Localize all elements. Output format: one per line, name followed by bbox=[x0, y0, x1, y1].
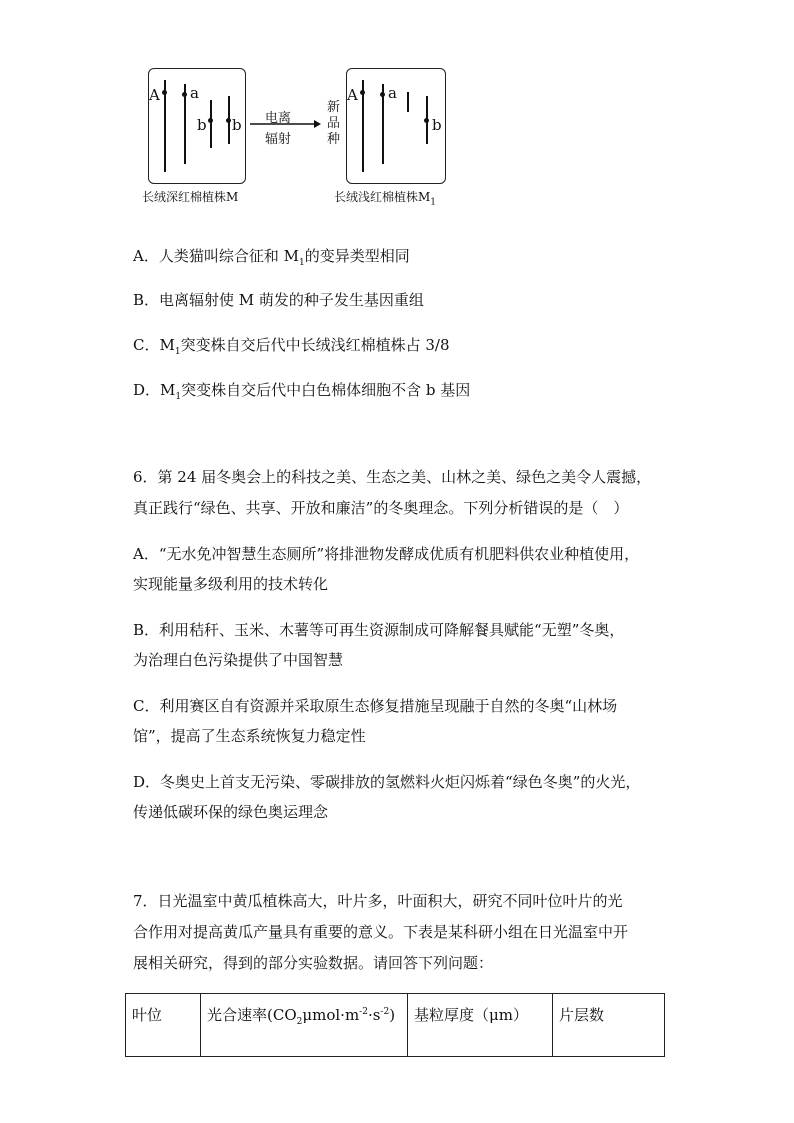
locus-dot bbox=[424, 118, 429, 123]
q7-stem-line-1: 7．日光温室中黄瓜植株高大，叶片多，叶面积大，研究不同叶位叶片的光 bbox=[133, 892, 623, 910]
q5-option-a: A．人类猫叫综合征和 $M_1$的变异类型相同 bbox=[133, 247, 410, 268]
right-caption: 长绒浅红棉植株$M_1$ bbox=[334, 190, 437, 208]
allele-label-b-left-1: b bbox=[197, 116, 207, 134]
chromosome-right-3-fragment bbox=[407, 92, 409, 112]
q5-option-c: C．$M_1$突变株自交后代中长绒浅红棉植株占 3/8 bbox=[133, 336, 450, 357]
locus-dot bbox=[380, 92, 385, 97]
table-header-leaf-position: 叶位 bbox=[126, 994, 201, 1057]
q6-stem-line-2: 真正践行“绿色、共享、开放和廉洁”的冬奥理念。下列分析错误的是（ ） bbox=[133, 499, 629, 517]
q6-option-d-line-2: 传递低碳环保的绿色奥运理念 bbox=[133, 803, 329, 821]
table-header-lamella-count: 片层数 bbox=[553, 994, 665, 1057]
allele-label-a-left: a bbox=[190, 84, 199, 102]
allele-label-A-left: A bbox=[149, 86, 160, 104]
arrow-label-top: 电离 bbox=[265, 111, 292, 126]
allele-label-b-right: b bbox=[432, 116, 442, 134]
q6-option-b-line-2: 为治理白色污染提供了中国智慧 bbox=[133, 651, 344, 669]
chromosome-left-3 bbox=[210, 100, 212, 148]
data-table bbox=[125, 993, 665, 1057]
locus-dot bbox=[360, 90, 365, 95]
new-variety-label: 新 品 种 bbox=[327, 100, 341, 147]
q7-stem-line-2: 合作用对提高黄瓜产量具有重要的意义。下表是某科研小组在日光温室中开 bbox=[133, 923, 629, 941]
locus-dot bbox=[226, 118, 231, 123]
q7-stem-line-3: 展相关研究，得到的部分实验数据。请回答下列问题： bbox=[133, 954, 494, 972]
allele-label-b-left-2: b bbox=[232, 116, 242, 134]
q6-option-b-line-1: B．利用秸秆、玉米、木薯等可再生资源制成可降解餐具赋能“无塑”冬奥， bbox=[133, 621, 625, 639]
allele-label-a-right: a bbox=[388, 84, 397, 102]
locus-dot bbox=[162, 90, 167, 95]
q6-stem-line-1: 6．第 24 届冬奥会上的科技之美、生态之美、山林之美、绿色之美令人震撼， bbox=[133, 468, 652, 486]
q6-option-c-line-2: 馆”，提高了生态系统恢复力稳定性 bbox=[133, 727, 366, 745]
q5-option-b: B．电离辐射使 M 萌发的种子发生基因重组 bbox=[133, 291, 424, 309]
q6-option-c-line-1: C．利用赛区自有资源并采取原生态修复措施呈现融于自然的冬奥“山林场 bbox=[133, 697, 618, 715]
table-header-granum-thickness: 基粒厚度（μm） bbox=[408, 994, 553, 1057]
q6-option-a-line-2: 实现能量多级利用的技术转化 bbox=[133, 575, 329, 593]
table-header-photosynthesis-rate: 光合速率$(CO_2\mu mol\cdot m^{-2}\cdot s^{-2})$ bbox=[201, 994, 408, 1057]
left-caption: 长绒深红棉植株M bbox=[142, 190, 239, 204]
locus-dot bbox=[208, 118, 213, 123]
q6-option-a-line-1: A．“无水免冲智慧生态厕所”将排泄物发酵成优质有机肥料供农业种植使用， bbox=[133, 545, 640, 563]
locus-dot bbox=[182, 92, 187, 97]
allele-label-A-right: A bbox=[347, 86, 358, 104]
q5-option-d: D．$M_1$突变株自交后代中白色棉体细胞不含 b 基因 bbox=[133, 381, 471, 402]
q6-option-d-line-1: D．冬奥史上首支无污染、零碳排放的氢燃料火炬闪烁着“绿色冬奥”的火光， bbox=[133, 773, 641, 791]
table-header-row bbox=[126, 994, 665, 1057]
arrow-label-bottom: 辐射 bbox=[265, 132, 292, 147]
